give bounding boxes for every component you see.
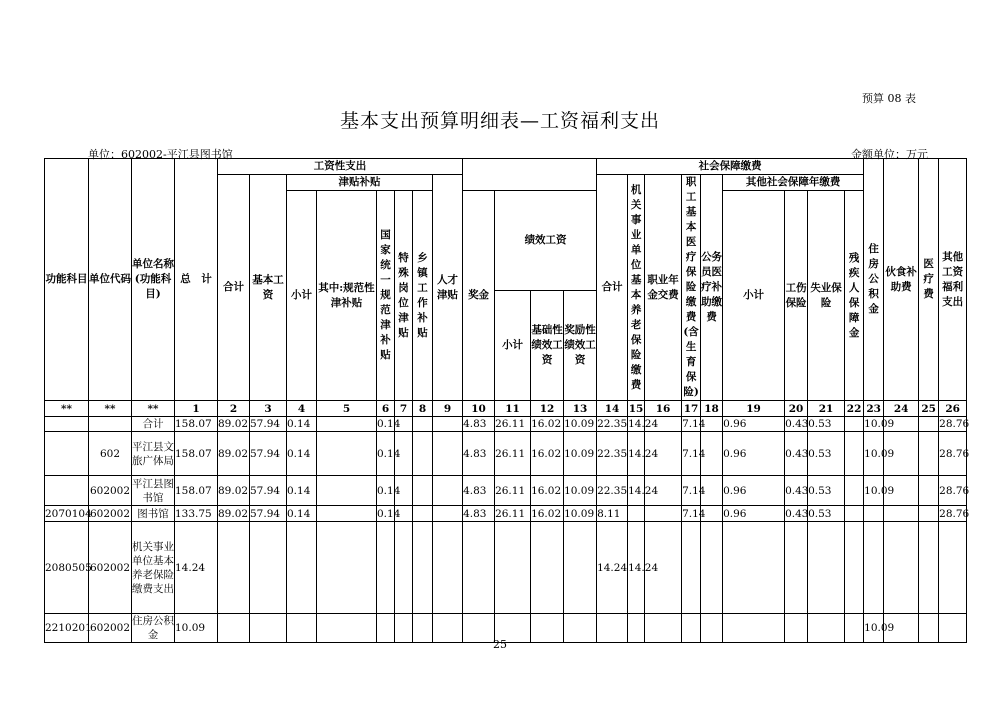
column-index-cell: 9 (433, 401, 463, 417)
value-cell: 22.35 (597, 432, 628, 476)
column-index-cell: 24 (884, 401, 919, 417)
value-cell: 7.14 (682, 476, 701, 506)
value-cell: 8.11 (597, 506, 628, 522)
value-cell (919, 432, 939, 476)
value-cell: 0.96 (723, 417, 785, 432)
value-cell: 10.09 (564, 432, 597, 476)
value-cell: 0.53 (808, 417, 845, 432)
header-allow-standard: 其中:规范性津补贴 (317, 191, 377, 401)
value-cell: 0.53 (808, 432, 845, 476)
value-cell: 89.02 (218, 418, 249, 430)
column-index-cell: ** (45, 401, 89, 417)
value-cell (395, 522, 413, 614)
header-other-subtotal: 小计 (723, 191, 785, 401)
value-cell: 4.83 (463, 476, 495, 506)
page-number: 25 (493, 638, 507, 651)
value-cell (845, 522, 864, 614)
header-bonus-placeholder (463, 159, 597, 191)
value-cell (413, 506, 433, 522)
column-index-cell: ** (89, 401, 132, 417)
value-cell: 0.14 (287, 432, 317, 476)
value-cell (845, 417, 864, 432)
unit-name-cell: 机关事业单位基本养老保险缴费支出 (132, 522, 175, 614)
value-cell (433, 476, 463, 506)
value-cell: 4.83 (463, 417, 495, 432)
header-allow-township: 乡镇工作补贴 (413, 191, 433, 401)
value-cell: 16.02 (531, 476, 564, 506)
header-unit-code: 单位代码 (89, 159, 132, 401)
table-row (45, 522, 967, 614)
value-cell: 0.53 (808, 506, 845, 522)
column-index-cell: 22 (845, 401, 864, 417)
func-subject-cell: 2070104 (45, 507, 92, 520)
value-cell: 10.09 (564, 506, 597, 522)
header-allow-special-post: 特殊岗位津贴 (395, 191, 413, 401)
unit-code-cell (89, 417, 132, 432)
page-title: 基本支出预算明细表—工资福利支出 (339, 110, 660, 132)
value-cell (317, 432, 377, 476)
unit-code-cell: 602 (89, 432, 132, 476)
func-subject-cell (45, 432, 89, 476)
value-cell: 0.43 (785, 418, 809, 430)
value-cell (463, 522, 495, 614)
value-cell: 26.11 (495, 506, 531, 522)
value-cell: 10.09 (564, 476, 597, 506)
value-cell: 16.02 (531, 432, 564, 476)
header-perf-subtotal: 小计 (495, 291, 531, 401)
header-annuity: 职业年金交费 (645, 175, 682, 401)
value-cell: 0.96 (723, 476, 785, 506)
unit-label: 单位：602002-平江县图书馆 (88, 148, 233, 161)
form-label: 预算 08 表 (862, 92, 916, 105)
value-cell: 57.94 (250, 506, 287, 522)
header-allow-national: 国家统一规范津补贴 (377, 191, 395, 401)
value-cell: 0.14 (287, 506, 317, 522)
column-index-cell: 16 (645, 401, 682, 417)
value-cell: 14.24 (175, 522, 218, 614)
value-cell (413, 432, 433, 476)
value-cell (884, 522, 919, 614)
value-cell: 7.14 (682, 418, 706, 430)
value-cell: 89.02 (218, 507, 249, 520)
column-index-cell: 10 (463, 401, 495, 417)
table-row (45, 432, 967, 476)
value-cell: 0.96 (723, 432, 785, 476)
header-perf-group: 绩效工资 (495, 191, 597, 291)
column-index-cell: 8 (413, 401, 433, 417)
value-cell: 0.14 (377, 418, 401, 430)
header-social-subtotal: 合计 (597, 175, 628, 401)
header-other-welfare: 其他工资福利支出 (939, 159, 967, 401)
value-cell (845, 506, 864, 522)
unit-code-cell: 602002 (89, 507, 131, 520)
amount-unit-label: 金额单位：万元 (851, 148, 928, 161)
value-cell: 22.35 (597, 418, 628, 430)
header-basic-wage: 基本工资 (250, 175, 287, 401)
header-meal: 伙食补助费 (884, 159, 919, 401)
value-cell: 22.35 (597, 476, 628, 506)
table-row (45, 476, 967, 506)
unit-code-cell: 602002 (89, 614, 132, 643)
value-cell: 10.09 (564, 417, 597, 432)
header-perf-reward: 奖励性绩效工资 (564, 291, 597, 401)
value-cell: 0.43 (785, 476, 808, 506)
value-cell (433, 506, 463, 522)
column-index-cell: 19 (723, 401, 785, 417)
value-cell: 57.94 (250, 417, 287, 432)
column-index-cell: 17 (682, 401, 701, 417)
value-cell: 57.94 (250, 432, 287, 476)
column-index-cell: 13 (564, 401, 597, 417)
header-allow-subtotal: 小计 (287, 191, 317, 401)
value-cell: 133.75 (175, 506, 218, 522)
budget-table (44, 158, 970, 643)
value-cell (919, 506, 939, 522)
value-cell (808, 522, 845, 614)
value-cell (785, 522, 808, 614)
unit-code-cell: 602002 (89, 476, 132, 506)
column-index-cell: 1 (175, 401, 218, 417)
column-index-cell: 2 (218, 401, 250, 417)
header-disabled: 残疾人保障金 (845, 191, 864, 401)
column-index-cell: 3 (250, 401, 287, 417)
value-cell: 7.14 (682, 507, 706, 520)
value-cell (864, 522, 884, 614)
value-cell: 28.76 (939, 507, 970, 520)
func-subject-cell (45, 476, 89, 506)
value-cell (317, 522, 377, 614)
unit-name-cell: 平江县文旅广体局 (132, 432, 175, 476)
header-wage-subtotal: 合计 (218, 175, 250, 401)
value-cell: 0.14 (287, 417, 317, 432)
column-index-cell: 26 (939, 401, 967, 417)
value-cell (564, 522, 597, 614)
header-unit-name: 单位名称(功能科目) (132, 159, 175, 401)
value-cell: 158.07 (175, 417, 218, 432)
column-index-cell: 15 (628, 402, 644, 415)
value-cell: 26.11 (495, 432, 531, 476)
header-total: 总 计 (175, 159, 218, 401)
value-cell: 28.76 (939, 418, 970, 430)
func-subject-cell: 2080505 (45, 522, 89, 614)
value-cell (218, 522, 250, 614)
value-cell (317, 506, 377, 522)
value-cell (628, 506, 645, 522)
column-index-cell: 5 (317, 401, 377, 417)
value-cell (845, 432, 864, 476)
value-cell: 14.24 (628, 476, 645, 506)
value-cell (884, 506, 919, 522)
value-cell (317, 476, 377, 506)
value-cell: 0.14 (287, 476, 317, 506)
value-cell (682, 522, 701, 614)
column-index-cell: 21 (808, 401, 845, 417)
value-cell: 26.11 (495, 476, 531, 506)
column-index-cell: ** (132, 401, 175, 417)
unit-name-cell: 图书馆 (132, 506, 175, 522)
table-row (45, 417, 967, 432)
value-cell: 0.14 (377, 432, 395, 476)
value-cell: 16.02 (531, 417, 564, 432)
column-index-row (45, 401, 967, 417)
value-cell: 10.09 (175, 614, 218, 643)
value-cell: 57.94 (250, 476, 287, 506)
unit-code-cell: 602002 (89, 522, 132, 614)
value-cell: 0.43 (785, 507, 809, 520)
column-index-cell: 4 (287, 401, 317, 417)
column-index-cell: 6 (377, 401, 395, 417)
value-cell (413, 476, 433, 506)
value-cell: 14.24 (628, 522, 645, 614)
value-cell (919, 522, 939, 614)
header-medical: 职工基本医疗保险缴费(含生育保险) (682, 175, 701, 401)
table-row (45, 506, 967, 522)
value-cell (433, 417, 463, 432)
column-index-cell: 20 (785, 401, 808, 417)
value-cell: 0.53 (808, 476, 845, 506)
column-index-cell: 7 (395, 401, 413, 417)
header-wage-group: 工资性支出 (218, 159, 463, 175)
value-cell (864, 506, 884, 522)
unit-name-cell: 住房公积金 (132, 615, 174, 641)
value-cell: 28.76 (939, 432, 967, 476)
value-cell (845, 476, 864, 506)
header-medical-fee: 医疗费 (919, 159, 939, 401)
header-func-subject: 功能科目 (45, 159, 89, 401)
header-perf-basic: 基础性绩效工资 (531, 291, 564, 401)
value-cell: 158.07 (175, 432, 218, 476)
value-cell: 4.83 (463, 506, 495, 522)
value-cell (723, 522, 785, 614)
value-cell: 10.09 (864, 432, 884, 476)
header-allowance-group: 津贴补贴 (287, 175, 433, 191)
header-housing: 住房公积金 (864, 159, 884, 401)
value-cell (919, 476, 939, 506)
value-cell (250, 522, 287, 614)
value-cell: 16.02 (531, 506, 564, 522)
value-cell (317, 417, 377, 432)
header-injury: 工伤保险 (785, 191, 808, 401)
value-cell (531, 522, 564, 614)
value-cell: 89.02 (218, 432, 250, 476)
value-cell: 14.24 (628, 432, 645, 476)
header-pension: 机关事业单位基本养老保险缴费 (628, 175, 645, 401)
value-cell (701, 522, 723, 614)
value-cell: 10.09 (864, 614, 884, 643)
value-cell (495, 522, 531, 614)
value-cell: 4.83 (463, 432, 495, 476)
unit-name-cell: 合计 (132, 417, 175, 432)
value-cell (377, 522, 395, 614)
column-index-cell: 12 (531, 401, 564, 417)
column-index-cell: 11 (495, 401, 531, 417)
value-cell: 89.02 (218, 476, 250, 506)
func-subject-cell: 2210201 (45, 614, 89, 643)
value-cell (413, 522, 433, 614)
value-cell: 158.07 (175, 476, 218, 506)
column-index-cell: 18 (701, 401, 723, 417)
value-cell: 28.76 (939, 476, 967, 506)
value-cell (939, 522, 967, 614)
value-cell: 14.24 (628, 418, 659, 430)
value-cell: 10.09 (864, 476, 884, 506)
value-cell: 0.14 (377, 476, 395, 506)
header-social-group: 社会保障缴费 (597, 159, 864, 175)
value-cell (645, 506, 682, 522)
value-cell: 10.09 (864, 418, 895, 430)
unit-name-cell: 平江县图书馆 (132, 477, 174, 504)
column-index-cell: 14 (597, 401, 628, 417)
value-cell: 7.14 (682, 432, 701, 476)
value-cell: 0.96 (723, 506, 785, 522)
header-unemployment: 失业保险 (808, 191, 845, 401)
value-cell: 0.14 (377, 507, 401, 520)
column-index-cell: 23 (864, 401, 884, 417)
func-subject-cell (45, 417, 89, 432)
value-cell (433, 432, 463, 476)
column-index-cell: 25 (919, 401, 939, 417)
value-cell (433, 522, 463, 614)
value-cell (919, 417, 939, 432)
value-cell (413, 417, 433, 432)
header-allow-talent: 人才津贴 (433, 175, 463, 401)
value-cell: 14.24 (597, 522, 628, 614)
value-cell: 0.43 (785, 432, 808, 476)
value-cell (287, 522, 317, 614)
header-civil-medical: 公务员医疗补助缴费 (701, 175, 723, 401)
value-cell: 26.11 (495, 417, 531, 432)
header-other-social-group: 其他社会保障年缴费 (723, 175, 864, 191)
header-bonus: 奖金 (463, 191, 495, 401)
